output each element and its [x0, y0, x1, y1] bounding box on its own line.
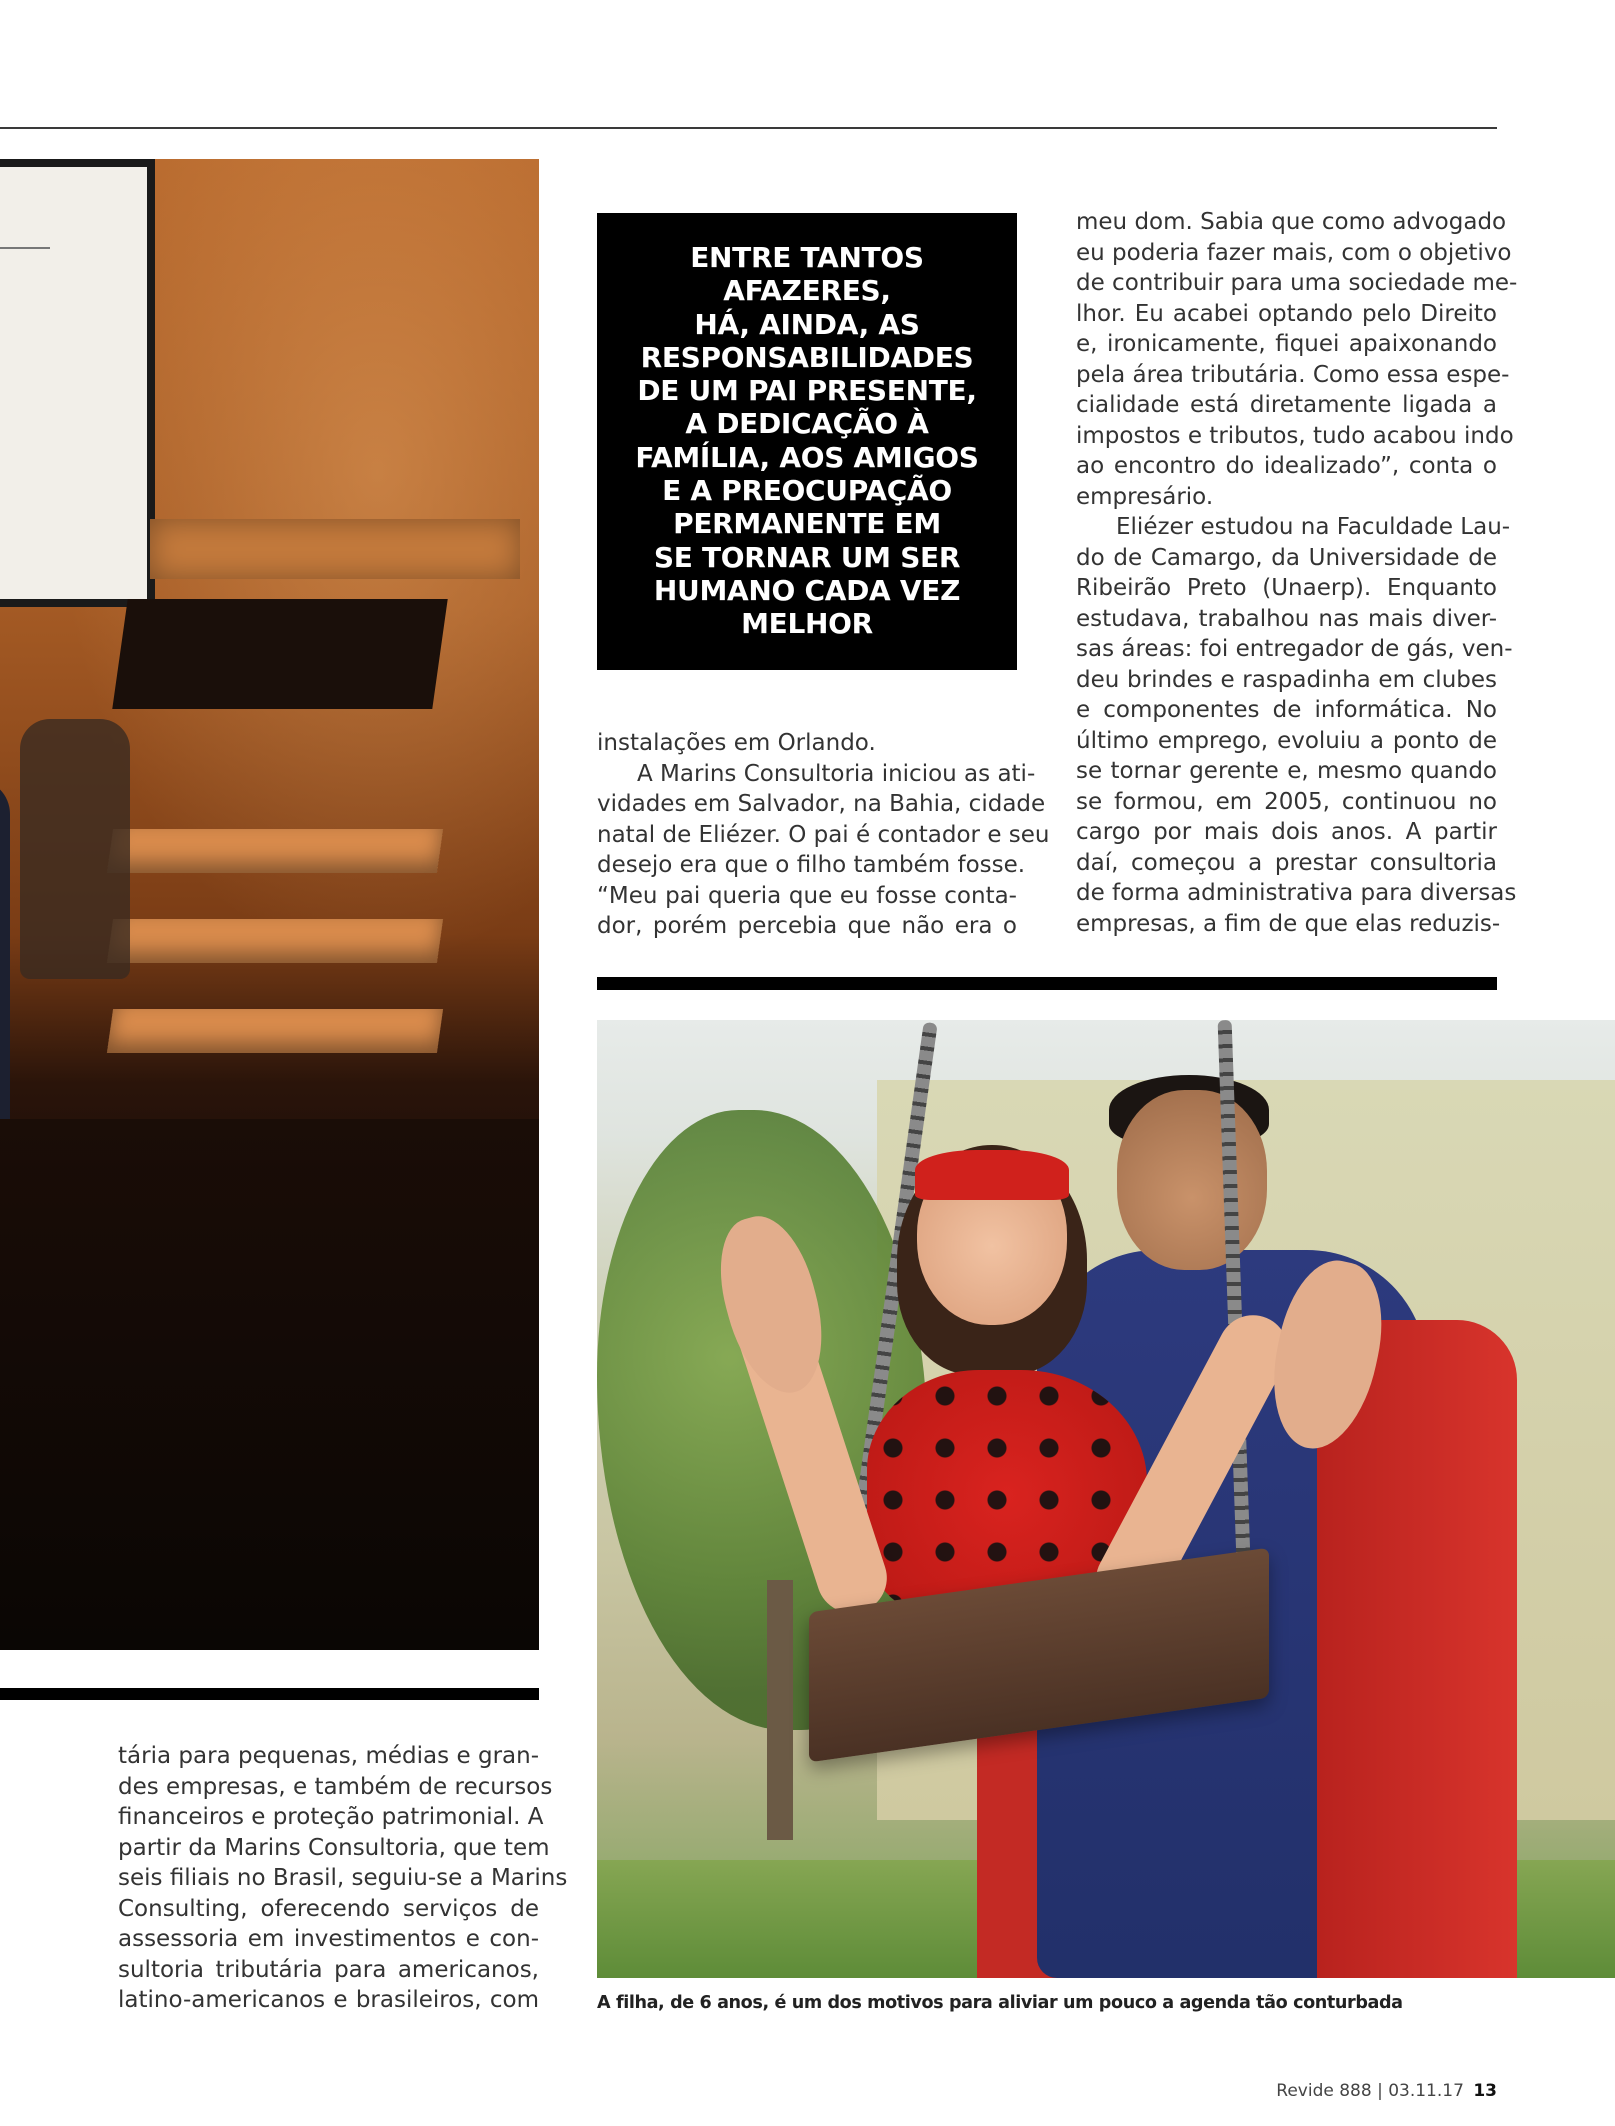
pull-quote-line: HÁ, AINDA, AS [694, 307, 920, 341]
pull-quote-line: MELHOR [741, 607, 873, 641]
text-line: Eliézer estudou na Faculdade Lau- [1116, 514, 1511, 540]
pull-quote-line: PERMANENTE EM [673, 507, 941, 541]
text-line: tária para pequenas, médias e gran- [118, 1743, 539, 1769]
text-line: des empresas, e também de recursos [118, 1773, 553, 1800]
publication-date: Revide 888 | 03.11.17 [1276, 2081, 1464, 2101]
chair [20, 719, 130, 979]
photo-caption: A filha, de 6 anos, é um dos motivos para aliviar um pouco a agenda tão conturbada [597, 1993, 1403, 2013]
body-column-right [1076, 207, 1518, 939]
office-photo [0, 159, 539, 1650]
text-line: se tornar gerente e, mesmo quando [1076, 758, 1497, 784]
floor [0, 1119, 539, 1650]
text-line: lhor. Eu acabei optando pelo Direito [1076, 300, 1497, 327]
pull-quote [597, 213, 1017, 670]
text-line: dor, porém percebia que não era o [597, 913, 1017, 939]
text-line: de forma administrativa para diversas [1076, 880, 1517, 906]
desk-shelf [107, 1009, 443, 1053]
text-line: meu dom. Sabia que como advogado [1076, 209, 1507, 235]
text-line: do de Camargo, da Universidade de [1076, 544, 1497, 571]
text-line: pela área tributária. Como essa espe- [1076, 361, 1510, 388]
top-rule [0, 127, 1497, 129]
text-line: empresas, a fim de que elas reduzis- [1076, 910, 1501, 937]
text-line: cargo por mais dois anos. A partir [1076, 819, 1497, 845]
text-line: Ribeirão Preto (Unaerp). Enquanto [1076, 575, 1497, 601]
text-line: impostos e tributos, tudo acabou indo [1076, 422, 1514, 449]
man-face [1117, 1090, 1267, 1270]
pull-quote-line: DE UM PAI PRESENTE, [637, 374, 977, 408]
girl-bandana [915, 1150, 1069, 1200]
section-rule [597, 977, 1497, 990]
pull-quote-line: FAMÍLIA, AOS AMIGOS [635, 440, 979, 474]
body-column-left [118, 1741, 568, 2016]
text-line: e, ironicamente, fiquei apaixonando [1076, 331, 1497, 357]
swing-photo [597, 1020, 1615, 1978]
text-line: natal de Eliézer. O pai é contador e seu [597, 821, 1050, 848]
text-line: latino-americanos e brasileiros, com [118, 1987, 539, 2013]
text-line: desejo era que o filho também fosse. [597, 852, 1026, 878]
text-line: último emprego, evoluiu a ponto de [1076, 727, 1497, 754]
text-line: sas áreas: foi entregador de gás, ven- [1076, 636, 1513, 662]
text-line: sultoria tributária para americanos, [118, 1956, 539, 1983]
text-line: se formou, em 2005, continuou no [1076, 788, 1497, 815]
desk-shelf [107, 829, 443, 873]
section-rule [0, 1688, 539, 1700]
page-number: 13 [1473, 2081, 1497, 2101]
body-column-middle [597, 728, 1050, 942]
desk-drawer [112, 599, 447, 709]
text-line: financeiros e proteção patrimonial. A [118, 1804, 544, 1830]
wall-frame [0, 159, 155, 607]
pull-quote-line: SE TORNAR UM SER [653, 540, 961, 574]
tree-trunk [767, 1580, 793, 1840]
desk-panel [150, 519, 520, 579]
text-line: daí, começou a prestar consultoria [1076, 849, 1497, 876]
text-line: estudava, trabalhou nas mais diver- [1076, 605, 1497, 632]
text-line: deu brindes e raspadinha em clubes [1076, 666, 1497, 693]
text-line: de contribuir para uma sociedade me- [1076, 270, 1518, 296]
text-line: seis filiais no Brasil, seguiu-se a Marins [118, 1865, 568, 1891]
folio [1276, 2081, 1497, 2101]
pull-quote-line: ENTRE TANTOS [690, 241, 924, 274]
person-silhouette [0, 779, 10, 1159]
text-line: ao encontro do idealizado”, conta o [1076, 453, 1497, 479]
text-line: e componentes de informática. No [1076, 697, 1497, 723]
text-line: Consulting, oferecendo serviços de [118, 1895, 539, 1922]
text-line: vidades em Salvador, na Bahia, cidade [597, 791, 1046, 817]
text-line: cialidade está diretamente ligada a [1076, 392, 1497, 418]
desk-shelf [107, 919, 443, 963]
pull-quote-line: HUMANO CADA VEZ [653, 573, 961, 607]
text-line: A Marins Consultoria iniciou as ati- [637, 760, 1036, 787]
text-line: instalações em Orlando. [597, 730, 876, 756]
pull-quote-line: RESPONSABILIDADES [640, 340, 974, 374]
text-line: empresário. [1076, 483, 1214, 510]
pull-quote-line: A DEDICAÇÃO À [685, 407, 929, 441]
text-line: eu poderia fazer mais, com o objetivo [1076, 239, 1512, 266]
pull-quote-line: AFAZERES, [723, 274, 891, 308]
pull-quote-line: E A PREOCUPAÇÃO [662, 474, 952, 508]
frame-line [0, 247, 50, 249]
text-line: assessoria em investimentos e con- [118, 1926, 539, 1952]
text-line: partir da Marins Consultoria, que tem [118, 1834, 550, 1861]
text-line: “Meu pai queria que eu fosse conta- [597, 882, 1017, 909]
